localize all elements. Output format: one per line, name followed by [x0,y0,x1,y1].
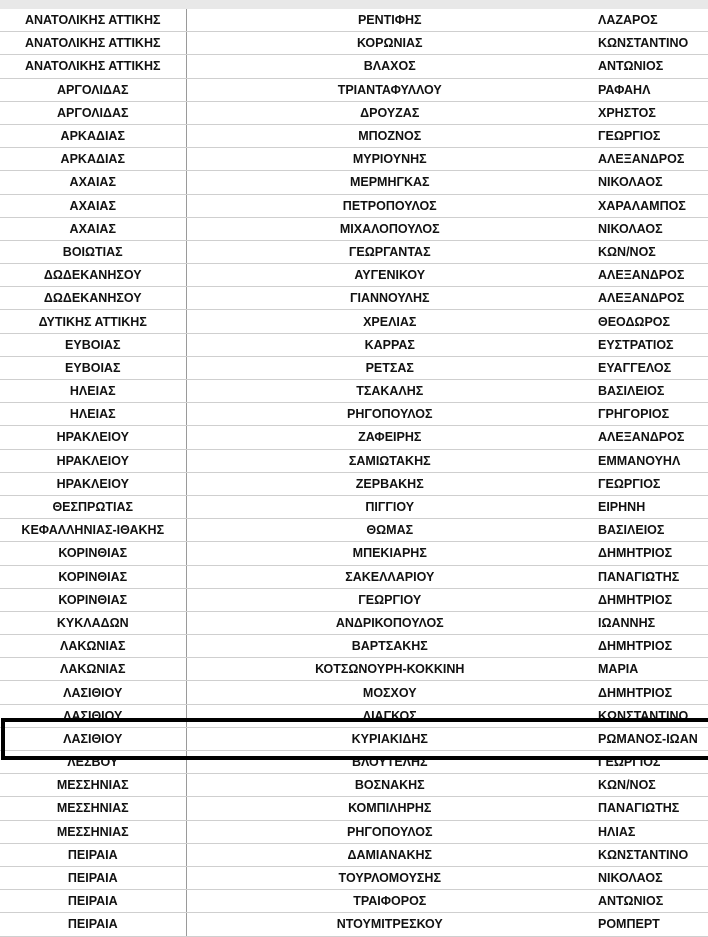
firstname-cell[interactable]: ΠΑΝΑΓΙΩΤΗΣ [593,565,708,588]
table-row[interactable] [0,449,708,472]
firstname-cell[interactable]: ΕΥΣΤΡΑΤΙΟΣ [593,333,708,356]
table-row[interactable] [0,78,708,101]
region-cell[interactable]: ΠΕΙΡΑΙΑ [0,913,186,936]
surname-cell[interactable]: ΤΟΥΡΛΟΜΟΥΣΗΣ [186,866,593,889]
firstname-cell[interactable]: ΧΑΡΑΛΑΜΠΟΣ [593,194,708,217]
table-row[interactable] [0,751,708,774]
table-row[interactable] [0,171,708,194]
region-cell[interactable]: ΑΡΚΑΔΙΑΣ [0,124,186,147]
region-cell[interactable]: ΠΕΙΡΑΙΑ [0,890,186,913]
region-cell[interactable]: ΗΡΑΚΛΕΙΟΥ [0,449,186,472]
region-cell[interactable]: ΑΝΑΤΟΛΙΚΗΣ ΑΤΤΙΚΗΣ [0,9,186,32]
firstname-cell[interactable]: ΙΩΑΝΝΗΣ [593,611,708,634]
region-cell[interactable]: ΚΕΦΑΛΛΗΝΙΑΣ-ΙΘΑΚΗΣ [0,519,186,542]
region-cell[interactable]: ΑΧΑΙΑΣ [0,217,186,240]
surname-cell[interactable]: ΜΙΧΑΛΟΠΟΥΛΟΣ [186,217,593,240]
table-row[interactable] [0,843,708,866]
table-row[interactable] [0,890,708,913]
firstname-cell[interactable]: ΔΗΜΗΤΡΙΟΣ [593,635,708,658]
table-row[interactable] [0,9,708,32]
surname-cell[interactable]: ΡΕΤΣΑΣ [186,356,593,379]
table-row[interactable] [0,495,708,518]
surname-cell[interactable]: ΘΩΜΑΣ [186,519,593,542]
surname-cell[interactable]: ΣΑΚΕΛΛΑΡΙΟΥ [186,565,593,588]
firstname-cell[interactable]: ΑΛΕΞΑΝΔΡΟΣ [593,264,708,287]
firstname-cell[interactable]: ΓΕΩΡΓΙΟΣ [593,751,708,774]
surname-cell[interactable]: ΖΑΦΕΙΡΗΣ [186,426,593,449]
table-row[interactable] [0,658,708,681]
surname-cell[interactable]: ΜΥΡΙΟΥΝΗΣ [186,148,593,171]
region-cell[interactable]: ΜΕΣΣΗΝΙΑΣ [0,774,186,797]
firstname-cell[interactable]: ΓΕΩΡΓΙΟΣ [593,472,708,495]
surname-cell[interactable]: ΣΑΜΙΩΤΑΚΗΣ [186,449,593,472]
surname-cell[interactable]: ΤΡΑΙΦΟΡΟΣ [186,890,593,913]
surname-cell[interactable]: ΝΤΟΥΜΙΤΡΕΣΚΟΥ [186,913,593,936]
firstname-cell[interactable]: ΝΙΚΟΛΑΟΣ [593,217,708,240]
region-cell[interactable]: ΑΡΓΟΛΙΔΑΣ [0,78,186,101]
surname-cell[interactable]: ΔΡΟΥΖΑΣ [186,101,593,124]
surname-cell[interactable]: ΓΕΩΡΓΑΝΤΑΣ [186,240,593,263]
table-row[interactable] [0,287,708,310]
candidates-table [0,9,708,937]
table-body [0,9,708,936]
region-cell[interactable]: ΑΧΑΙΑΣ [0,194,186,217]
surname-cell[interactable]: ΤΡΙΑΝΤΑΦΥΛΛΟΥ [186,78,593,101]
region-cell[interactable]: ΑΝΑΤΟΛΙΚΗΣ ΑΤΤΙΚΗΣ [0,55,186,78]
region-cell[interactable]: ΛΑΣΙΘΙΟΥ [0,681,186,704]
firstname-cell[interactable]: ΕΜΜΑΝΟΥΗΛ [593,449,708,472]
window-top-edge [0,0,708,9]
firstname-cell[interactable]: ΝΙΚΟΛΑΟΣ [593,866,708,889]
table-row[interactable] [0,727,708,750]
surname-cell[interactable]: ΖΕΡΒΑΚΗΣ [186,472,593,495]
table-row[interactable] [0,565,708,588]
table-row[interactable] [0,32,708,55]
region-cell[interactable]: ΛΑΣΙΘΙΟΥ [0,704,186,727]
table-row[interactable] [0,333,708,356]
table-row[interactable] [0,217,708,240]
firstname-cell[interactable]: ΕΥΑΓΓΕΛΟΣ [593,356,708,379]
table-row[interactable] [0,866,708,889]
region-cell[interactable]: ΛΑΚΩΝΙΑΣ [0,635,186,658]
region-cell[interactable]: ΗΡΑΚΛΕΙΟΥ [0,426,186,449]
firstname-cell[interactable]: ΡΩΜΑΝΟΣ-ΙΩΑΝ [593,727,708,750]
region-cell[interactable]: ΑΡΚΑΔΙΑΣ [0,148,186,171]
region-cell[interactable]: ΑΡΓΟΛΙΔΑΣ [0,101,186,124]
surname-cell[interactable]: ΔΑΜΙΑΝΑΚΗΣ [186,843,593,866]
table-row[interactable] [0,148,708,171]
surname-cell[interactable]: ΜΠΟΖΝΟΣ [186,124,593,147]
firstname-cell[interactable]: ΑΛΕΞΑΝΔΡΟΣ [593,426,708,449]
region-cell[interactable]: ΕΥΒΟΙΑΣ [0,356,186,379]
table-row[interactable] [0,519,708,542]
table-row[interactable] [0,588,708,611]
table-row[interactable] [0,797,708,820]
firstname-cell[interactable]: ΘΕΟΔΩΡΟΣ [593,310,708,333]
firstname-cell[interactable]: ΝΙΚΟΛΑΟΣ [593,171,708,194]
firstname-cell[interactable]: ΚΩΝΣΤΑΝΤΙΝΟ [593,843,708,866]
table-row[interactable] [0,124,708,147]
region-cell[interactable]: ΔΥΤΙΚΗΣ ΑΤΤΙΚΗΣ [0,310,186,333]
surname-cell[interactable]: ΚΥΡΙΑΚΙΔΗΣ [186,727,593,750]
table-row[interactable] [0,635,708,658]
firstname-cell[interactable]: ΑΝΤΩΝΙΟΣ [593,55,708,78]
firstname-cell[interactable]: ΑΝΤΩΝΙΟΣ [593,890,708,913]
region-cell[interactable]: ΘΕΣΠΡΩΤΙΑΣ [0,495,186,518]
table-row[interactable] [0,611,708,634]
table-row[interactable] [0,472,708,495]
table-row[interactable] [0,264,708,287]
table-row[interactable] [0,101,708,124]
firstname-cell[interactable]: ΔΗΜΗΤΡΙΟΣ [593,542,708,565]
table-row[interactable] [0,380,708,403]
region-cell[interactable]: ΚΟΡΙΝΘΙΑΣ [0,588,186,611]
table-row[interactable] [0,310,708,333]
surname-cell[interactable]: ΚΟΤΣΩΝΟΥΡΗ-ΚΟΚΚΙΝΗ [186,658,593,681]
surname-cell[interactable]: ΜΟΣΧΟΥ [186,681,593,704]
surname-cell[interactable]: ΓΕΩΡΓΙΟΥ [186,588,593,611]
surname-cell[interactable]: ΑΝΔΡΙΚΟΠΟΥΛΟΣ [186,611,593,634]
spreadsheet-view [0,9,708,937]
firstname-cell[interactable]: ΑΛΕΞΑΝΔΡΟΣ [593,148,708,171]
region-cell[interactable]: ΔΩΔΕΚΑΝΗΣΟΥ [0,287,186,310]
firstname-cell[interactable]: ΧΡΗΣΤΟΣ [593,101,708,124]
region-cell[interactable]: ΚΟΡΙΝΘΙΑΣ [0,565,186,588]
surname-cell[interactable]: ΜΠΕΚΙΑΡΗΣ [186,542,593,565]
surname-cell[interactable]: ΤΣΑΚΑΛΗΣ [186,380,593,403]
surname-cell[interactable]: ΡΗΓΟΠΟΥΛΟΣ [186,820,593,843]
table-row[interactable] [0,542,708,565]
table-row[interactable] [0,356,708,379]
surname-cell[interactable]: ΧΡΕΛΙΑΣ [186,310,593,333]
region-cell[interactable]: ΜΕΣΣΗΝΙΑΣ [0,820,186,843]
firstname-cell[interactable]: ΠΑΝΑΓΙΩΤΗΣ [593,797,708,820]
region-cell[interactable]: ΒΟΙΩΤΙΑΣ [0,240,186,263]
region-cell[interactable]: ΑΝΑΤΟΛΙΚΗΣ ΑΤΤΙΚΗΣ [0,32,186,55]
table-row[interactable] [0,820,708,843]
region-cell[interactable]: ΛΑΚΩΝΙΑΣ [0,658,186,681]
firstname-cell[interactable]: ΡΟΜΠΕΡΤ [593,913,708,936]
surname-cell[interactable]: ΒΛΟΥΤΕΛΗΣ [186,751,593,774]
firstname-cell[interactable]: ΚΩΝΣΤΑΝΤΙΝΟ [593,32,708,55]
firstname-cell[interactable]: ΛΑΖΑΡΟΣ [593,9,708,32]
firstname-cell[interactable]: ΒΑΣΙΛΕΙΟΣ [593,380,708,403]
firstname-cell[interactable]: ΗΛΙΑΣ [593,820,708,843]
firstname-cell[interactable]: ΓΡΗΓΟΡΙΟΣ [593,403,708,426]
surname-cell[interactable]: ΚΑΡΡΑΣ [186,333,593,356]
firstname-cell[interactable]: ΑΛΕΞΑΝΔΡΟΣ [593,287,708,310]
firstname-cell[interactable]: ΚΩΝ/ΝΟΣ [593,774,708,797]
region-cell[interactable]: ΕΥΒΟΙΑΣ [0,333,186,356]
table-row[interactable] [0,240,708,263]
surname-cell[interactable]: ΜΕΡΜΗΓΚΑΣ [186,171,593,194]
table-row[interactable] [0,403,708,426]
region-cell[interactable]: ΚΟΡΙΝΘΙΑΣ [0,542,186,565]
surname-cell[interactable]: ΒΟΣΝΑΚΗΣ [186,774,593,797]
firstname-cell[interactable]: ΚΩΝ/ΝΟΣ [593,240,708,263]
region-cell[interactable]: ΚΥΚΛΑΔΩΝ [0,611,186,634]
table-row[interactable] [0,774,708,797]
firstname-cell[interactable]: ΡΑΦΑΗΛ [593,78,708,101]
surname-cell[interactable]: ΒΑΡΤΣΑΚΗΣ [186,635,593,658]
firstname-cell[interactable]: ΓΕΩΡΓΙΟΣ [593,124,708,147]
table-row[interactable] [0,681,708,704]
surname-cell[interactable]: ΚΟΜΠΙΛΗΡΗΣ [186,797,593,820]
table-row[interactable] [0,426,708,449]
region-cell[interactable]: ΠΕΙΡΑΙΑ [0,843,186,866]
surname-cell[interactable]: ΓΙΑΝΝΟΥΛΗΣ [186,287,593,310]
firstname-cell[interactable]: ΔΗΜΗΤΡΙΟΣ [593,681,708,704]
region-cell[interactable]: ΠΕΙΡΑΙΑ [0,866,186,889]
table-row[interactable] [0,913,708,936]
region-cell[interactable]: ΑΧΑΙΑΣ [0,171,186,194]
firstname-cell[interactable]: ΜΑΡΙΑ [593,658,708,681]
table-row[interactable] [0,55,708,78]
firstname-cell[interactable]: ΒΑΣΙΛΕΙΟΣ [593,519,708,542]
region-cell[interactable]: ΜΕΣΣΗΝΙΑΣ [0,797,186,820]
surname-cell[interactable]: ΠΕΤΡΟΠΟΥΛΟΣ [186,194,593,217]
region-cell[interactable]: ΗΛΕΙΑΣ [0,380,186,403]
table-row[interactable] [0,704,708,727]
firstname-cell[interactable]: ΚΩΝΣΤΑΝΤΙΝΟ [593,704,708,727]
surname-cell[interactable]: ΡΗΓΟΠΟΥΛΟΣ [186,403,593,426]
region-cell[interactable]: ΛΑΣΙΘΙΟΥ [0,727,186,750]
surname-cell[interactable]: ΡΕΝΤΙΦΗΣ [186,9,593,32]
surname-cell[interactable]: ΚΟΡΩΝΙΑΣ [186,32,593,55]
firstname-cell[interactable]: ΕΙΡΗΝΗ [593,495,708,518]
region-cell[interactable]: ΛΕΣΒΟΥ [0,751,186,774]
region-cell[interactable]: ΗΡΑΚΛΕΙΟΥ [0,472,186,495]
region-cell[interactable]: ΔΩΔΕΚΑΝΗΣΟΥ [0,264,186,287]
firstname-cell[interactable]: ΔΗΜΗΤΡΙΟΣ [593,588,708,611]
table-row[interactable] [0,194,708,217]
surname-cell[interactable]: ΑΥΓΕΝΙΚΟΥ [186,264,593,287]
surname-cell[interactable]: ΠΙΓΓΙΟΥ [186,495,593,518]
surname-cell[interactable]: ΛΙΑΓΚΟΣ [186,704,593,727]
region-cell[interactable]: ΗΛΕΙΑΣ [0,403,186,426]
surname-cell[interactable]: ΒΛΑΧΟΣ [186,55,593,78]
